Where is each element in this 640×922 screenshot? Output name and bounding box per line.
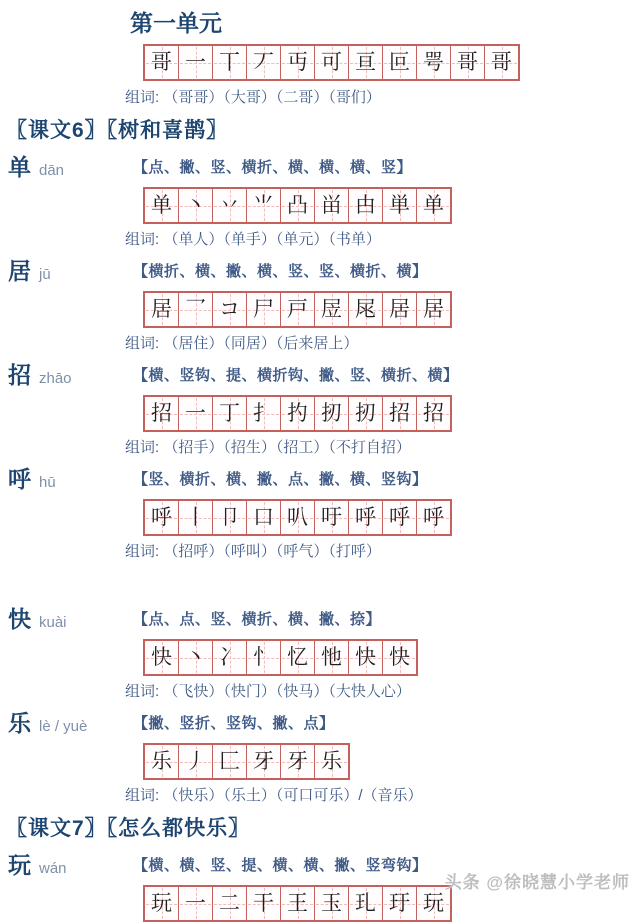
stroke-glyph: 丿 [185, 750, 206, 773]
character-headword: 单 [8, 154, 31, 180]
stroke-glyph: 居 [423, 298, 444, 321]
watermark: 头条 @徐晓慧小学老师 [444, 873, 630, 892]
stroke-glyph: 乐 [321, 750, 342, 773]
tianzige-cell [348, 46, 382, 79]
stroke-glyph: 吁 [321, 506, 342, 529]
tianzige-cell [178, 46, 212, 79]
character-headword: 居 [8, 258, 31, 284]
stroke-glyph: 丁 [219, 402, 240, 425]
tianzige-cell [416, 189, 450, 222]
tianzige-cell [246, 397, 280, 430]
tianzige-cell [280, 887, 314, 920]
tianzige-cell [450, 46, 484, 79]
stroke-glyph: 招 [423, 402, 444, 425]
stroke-glyph: 扨 [321, 402, 342, 425]
tianzige-cell [280, 293, 314, 326]
stroke-glyph: 㞐 [321, 298, 342, 321]
stroke-glyph: 叭 [287, 506, 308, 529]
tianzige-cell [382, 501, 416, 534]
stroke-glyph: 丅 [219, 51, 240, 74]
character-section [0, 710, 640, 804]
character-section [0, 466, 640, 560]
tianzige-cell [314, 293, 348, 326]
character-headword: 快 [8, 606, 31, 632]
lesson-heading: 〖课文6〗〖树和喜鹊〗 [6, 119, 229, 142]
stroke-glyph: 呼 [389, 506, 410, 529]
pinyin-label: dān [39, 162, 65, 179]
tianzige-cell [280, 501, 314, 534]
character-section [0, 362, 640, 456]
stroke-glyph: 冫 [219, 646, 240, 669]
tianzige-row [143, 187, 452, 224]
stroke-glyph: ⺌ [253, 194, 274, 217]
stroke-glyph: 玉 [321, 892, 342, 915]
stroke-glyph: 玌 [355, 892, 376, 915]
stroke-glyph: 牙 [253, 750, 274, 773]
stroke-glyph: 咢 [423, 51, 444, 74]
stroke-glyph: 扨 [355, 402, 376, 425]
character-section [0, 154, 640, 248]
tianzige-cell [212, 501, 246, 534]
stroke-glyph: 丨 [185, 506, 206, 529]
word-examples: 组词: （快乐）（乐土）（可口可乐）/（音乐） [125, 787, 423, 804]
tianzige-row [143, 291, 452, 328]
tianzige-cell [416, 501, 450, 534]
tianzige-row [143, 395, 452, 432]
tianzige-cell [246, 887, 280, 920]
stroke-glyph: 丶 [185, 646, 206, 669]
stroke-glyph: 招 [389, 402, 410, 425]
stroke-order-grid [143, 44, 640, 81]
stroke-glyph: 丏 [287, 51, 308, 74]
stroke-order-grid [143, 743, 640, 780]
stroke-glyph: 可 [321, 51, 342, 74]
tianzige-cell [145, 397, 178, 430]
tianzige-cell [348, 887, 382, 920]
tianzige-cell [382, 887, 416, 920]
tianzige-cell [314, 189, 348, 222]
section-header [0, 466, 640, 493]
section-header [0, 710, 640, 737]
tianzige-row [143, 743, 350, 780]
tianzige-cell [246, 641, 280, 674]
stroke-name-list: 【横、竖钩、提、横折钩、撇、竖、横折、横】 [133, 367, 459, 384]
tianzige-cell [484, 46, 518, 79]
stroke-glyph: 凸 [287, 194, 308, 217]
stroke-glyph: 玩 [151, 892, 172, 915]
tianzige-cell [145, 501, 178, 534]
tianzige-cell [314, 397, 348, 430]
stroke-glyph: 丆 [253, 51, 274, 74]
stroke-glyph: 牙 [287, 750, 308, 773]
stroke-name-list: 【横、横、竖、提、横、横、撇、竖弯钩】 [133, 857, 428, 874]
stroke-glyph: 扚 [287, 402, 308, 425]
stroke-glyph: 招 [151, 402, 172, 425]
word-examples: 组词: （飞快）（快门）（快马）（大快人心） [125, 683, 411, 700]
tianzige-row [143, 499, 452, 536]
tianzige-cell [178, 293, 212, 326]
tianzige-cell [382, 189, 416, 222]
tianzige-cell [348, 501, 382, 534]
tianzige-cell [212, 887, 246, 920]
stroke-glyph: 单 [423, 194, 444, 217]
tianzige-cell [280, 46, 314, 79]
tianzige-cell [145, 189, 178, 222]
tianzige-cell [382, 641, 416, 674]
stroke-glyph: 单 [151, 194, 172, 217]
word-examples: 组词: （招手）（招生）（招工）（不打自招） [125, 439, 411, 456]
stroke-glyph: 一 [185, 402, 206, 425]
tianzige-cell [212, 46, 246, 79]
stroke-glyph: 呼 [151, 506, 172, 529]
word-examples: 组词: （招呼）（呼叫）（呼气）（打呼） [125, 543, 381, 560]
section-header [0, 362, 640, 389]
stroke-glyph: 呼 [355, 506, 376, 529]
stroke-glyph: 丷 [219, 194, 240, 217]
unit-title: 第一单元 [130, 10, 222, 36]
tianzige-cell [280, 641, 314, 674]
stroke-glyph: 快 [355, 646, 376, 669]
pinyin-label: hū [39, 474, 56, 491]
stroke-glyph: 居 [389, 298, 410, 321]
stroke-glyph: 呼 [423, 506, 444, 529]
stroke-glyph: 哥 [457, 51, 478, 74]
stroke-glyph: 一 [185, 51, 206, 74]
stroke-glyph: 忄 [253, 646, 274, 669]
stroke-glyph: 玩 [423, 892, 444, 915]
word-examples: 组词: （哥哥）（大哥）（二哥）（哥们） [125, 89, 381, 106]
character-section [0, 606, 640, 700]
tianzige-cell [212, 397, 246, 430]
stroke-glyph: 卩 [219, 506, 240, 529]
stroke-glyph: 哥 [491, 51, 512, 74]
tianzige-cell [246, 745, 280, 778]
stroke-order-grid [143, 395, 640, 432]
tianzige-cell [348, 641, 382, 674]
section-header [0, 606, 640, 633]
tianzige-cell [314, 46, 348, 79]
stroke-glyph: 㞑 [355, 298, 376, 321]
stroke-glyph: 快 [151, 646, 172, 669]
tianzige-cell [246, 501, 280, 534]
tianzige-row [143, 639, 418, 676]
tianzige-cell [280, 745, 314, 778]
tianzige-cell [145, 745, 178, 778]
tianzige-cell [178, 887, 212, 920]
stroke-order-grid [143, 499, 640, 536]
stroke-glyph: 丶 [185, 194, 206, 217]
character-headword: 招 [8, 362, 31, 388]
character-headword: 呼 [8, 466, 31, 492]
stroke-glyph: 乐 [151, 750, 172, 773]
tianzige-cell [212, 293, 246, 326]
tianzige-cell [314, 887, 348, 920]
stroke-glyph: 快 [389, 646, 410, 669]
word-examples: 组词: （单人）（单手）（单元）（书单） [125, 231, 381, 248]
stroke-glyph: 叵 [389, 51, 410, 74]
tianzige-cell [348, 397, 382, 430]
tianzige-cell [212, 745, 246, 778]
pinyin-label: lè / yuè [39, 718, 88, 735]
stroke-glyph: 二 [219, 892, 240, 915]
pinyin-label: zhāo [39, 370, 72, 387]
section-header [0, 258, 640, 285]
tianzige-cell [246, 46, 280, 79]
tianzige-cell [178, 397, 212, 430]
tianzige-row [143, 44, 520, 81]
stroke-glyph: 干 [253, 892, 274, 915]
tianzige-cell [416, 397, 450, 430]
tianzige-cell [314, 745, 348, 778]
tianzige-cell [280, 397, 314, 430]
stroke-glyph: コ [219, 298, 240, 321]
stroke-order-grid [143, 639, 640, 676]
tianzige-cell [145, 293, 178, 326]
tianzige-cell [416, 46, 450, 79]
tianzige-cell [212, 641, 246, 674]
pinyin-label: jū [39, 266, 51, 283]
tianzige-row [143, 885, 452, 922]
stroke-glyph: 口 [253, 506, 274, 529]
stroke-glyph: 尸 [253, 298, 274, 321]
stroke-glyph: 居 [151, 298, 172, 321]
tianzige-cell [314, 641, 348, 674]
stroke-name-list: 【点、点、竖、横折、横、撇、捺】 [133, 611, 382, 628]
tianzige-cell [145, 46, 178, 79]
lesson-heading: 〖课文7〗〖怎么都快乐〗 [6, 817, 251, 840]
stroke-glyph: 畄 [321, 194, 342, 217]
stroke-order-grid [143, 291, 640, 328]
stroke-name-list: 【竖、横折、横、撇、点、撇、横、竖钩】 [133, 471, 428, 488]
tianzige-cell [246, 293, 280, 326]
stroke-order-block [0, 44, 640, 106]
tianzige-cell [382, 293, 416, 326]
tianzige-cell [382, 46, 416, 79]
stroke-order-grid [143, 187, 640, 224]
character-headword: 乐 [8, 710, 31, 736]
stroke-glyph: 匚 [219, 750, 240, 773]
stroke-glyph: 忆 [287, 646, 308, 669]
stroke-glyph: 扌 [253, 402, 274, 425]
stroke-glyph: 忚 [321, 646, 342, 669]
tianzige-cell [212, 189, 246, 222]
character-section [0, 258, 640, 352]
pinyin-label: kuài [39, 614, 67, 631]
stroke-glyph: 甴 [355, 194, 376, 217]
tianzige-cell [280, 189, 314, 222]
tianzige-cell [314, 501, 348, 534]
tianzige-cell [348, 293, 382, 326]
tianzige-cell [416, 293, 450, 326]
tianzige-cell [145, 887, 178, 920]
stroke-name-list: 【点、撇、竖、横折、横、横、横、竖】 [133, 159, 413, 176]
tianzige-cell [178, 189, 212, 222]
stroke-name-list: 【撇、竖折、竖钩、撇、点】 [133, 715, 335, 732]
stroke-name-list: 【横折、横、撇、横、竖、竖、横折、横】 [133, 263, 428, 280]
stroke-glyph: 戸 [287, 298, 308, 321]
pinyin-label: wán [39, 860, 67, 877]
stroke-glyph: 王 [287, 892, 308, 915]
stroke-glyph: 一 [185, 892, 206, 915]
stroke-glyph: 亘 [355, 51, 376, 74]
stroke-glyph: 乛 [185, 298, 206, 321]
tianzige-cell [178, 501, 212, 534]
tianzige-cell [145, 641, 178, 674]
word-examples: 组词: （居住）（同居）（后来居上） [125, 335, 359, 352]
stroke-glyph: 玗 [389, 892, 410, 915]
character-headword: 玩 [8, 852, 31, 878]
tianzige-cell [382, 397, 416, 430]
tianzige-cell [178, 745, 212, 778]
tianzige-cell [348, 189, 382, 222]
worksheet-content [0, 44, 640, 922]
tianzige-cell [178, 641, 212, 674]
stroke-glyph: 哥 [151, 51, 172, 74]
tianzige-cell [246, 189, 280, 222]
stroke-glyph: 単 [389, 194, 410, 217]
section-header [0, 154, 640, 181]
